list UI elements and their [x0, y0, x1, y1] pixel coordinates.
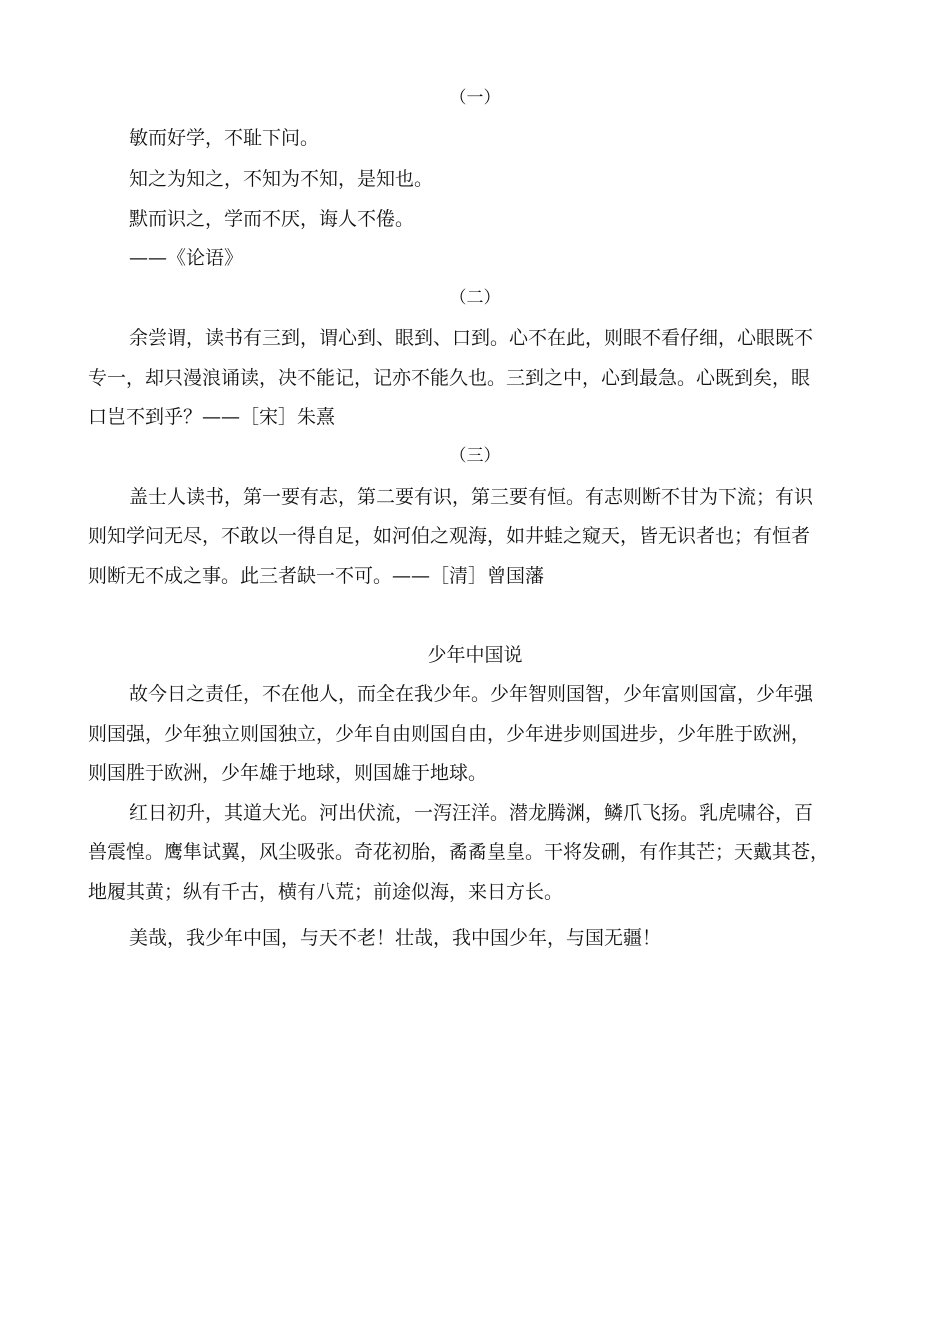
section2-heading: （二） — [449, 288, 501, 308]
section3-heading: （三） — [449, 446, 501, 466]
section1-line-3: 默而识之，学而不厌，诲人不倦。 — [129, 208, 415, 230]
section2-line-2: 专一，却只漫浪诵读，决不能记，记亦不能久也。三到之中，心到最急。心既到矣，眼 — [88, 367, 811, 389]
essay-title: 少年中国说 — [427, 644, 523, 666]
essay-p2-line-2: 兽震惶。鹰隼试翼，风尘吸张。奇花初胎，矞矞皇皇。干将发硎，有作其芒；天戴其苍， — [88, 841, 830, 863]
section2-line-1: 余尝谓，读书有三到，谓心到、眼到、口到。心不在此，则眼不看仔细，心眼既不 — [129, 327, 814, 349]
section3-line-1: 盖士人读书，第一要有志，第二要有识，第三要有恒。有志则断不甘为下流；有识 — [129, 486, 814, 508]
essay-p1-line-2: 则国强，少年独立则国独立，少年自由则国自由，少年进步则国进步，少年胜于欧洲， — [88, 723, 811, 745]
essay-p3-line-1: 美哉，我少年中国，与天不老！壮哉，我中国少年，与国无疆！ — [129, 927, 662, 949]
section1-line-1: 敏而好学，不耻下问。 — [129, 127, 320, 149]
essay-p2-line-1: 红日初升，其道大光。河出伏流，一泻汪洋。潜龙腾渊，鳞爪飞扬。乳虎啸谷，百 — [129, 802, 814, 824]
section2-line-3: 口岂不到乎？——［宋］朱熹 — [88, 406, 336, 428]
essay-p2-line-3: 地履其黄；纵有千古，横有八荒；前途似海，来日方长。 — [88, 881, 564, 903]
section3-line-2: 则知学问无尽，不敢以一得自足，如河伯之观海，如井蛙之窥天，皆无识者也；有恒者 — [88, 525, 811, 547]
section1-line-2: 知之为知之，不知为不知，是知也。 — [129, 168, 434, 190]
section3-line-3: 则断无不成之事。此三者缺一不可。——［清］曾国藩 — [88, 565, 545, 587]
section1-heading: （一） — [449, 88, 501, 108]
essay-p1-line-3: 则国胜于欧洲，少年雄于地球，则国雄于地球。 — [88, 762, 488, 784]
essay-p1-line-1: 故今日之责任，不在他人，而全在我少年。少年智则国智，少年富则国富，少年强 — [129, 683, 814, 705]
section1-source: ——《论语》 — [129, 247, 244, 269]
